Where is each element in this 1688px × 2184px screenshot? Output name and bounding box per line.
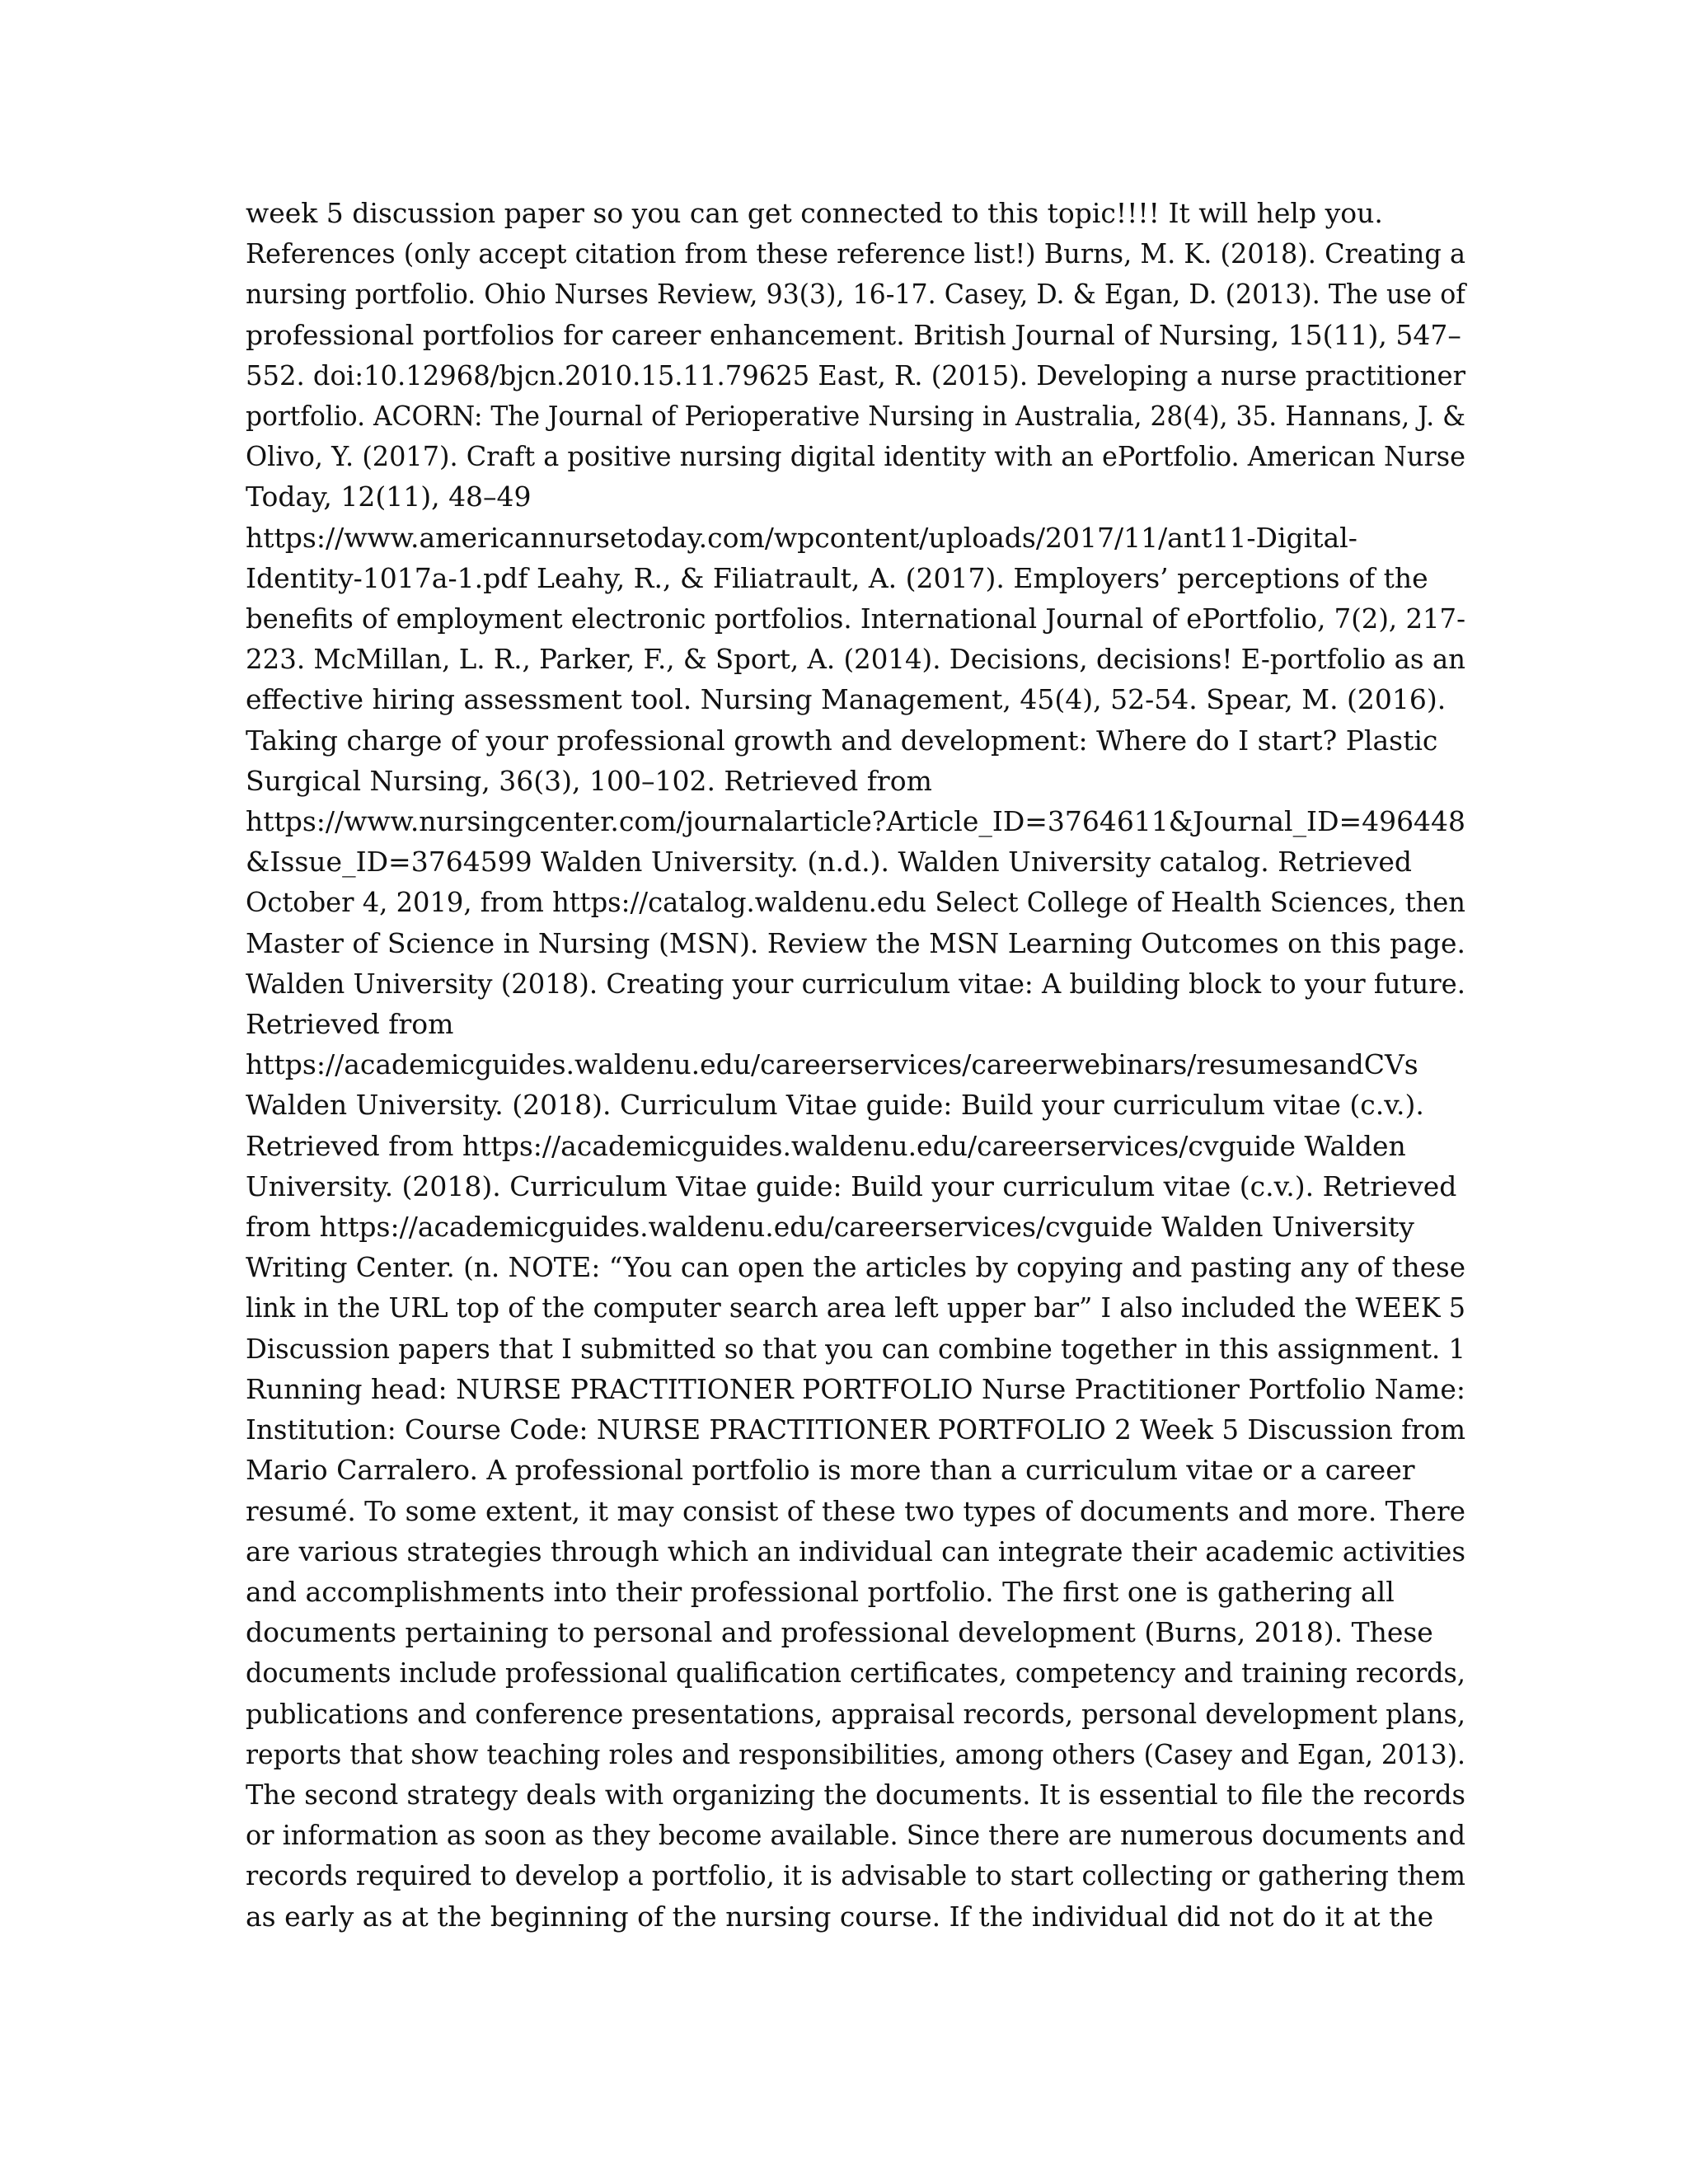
text-line: Identity-1017a-1.pdf Leahy, R., & Filiatrault, A. (2017). Employers’ perceptions of the bbox=[246, 561, 1428, 594]
text-line: Retrieved from bbox=[246, 1008, 454, 1041]
text-line: &Issue_ID=3764599 Walden University. (n.d.). Walden University catalog. Retrieved bbox=[246, 846, 1413, 879]
text-line: Running head: NURSE PRACTITIONER PORTFOLIO Nurse Practitioner Portfolio Name: bbox=[246, 1372, 1465, 1405]
text-line: and accomplishments into their professional portfolio. The first one is gathering all bbox=[246, 1575, 1395, 1608]
text-line: from https://academicguides.waldenu.edu/careerservices/cvguide Walden University bbox=[246, 1211, 1414, 1244]
text-line: effective hiring assessment tool. Nursing Management, 45(4), 52-54. Spear, M. (2016). bbox=[246, 683, 1447, 716]
text-line: October 4, 2019, from https://catalog.waldenu.edu Select College of Health Sciences, then bbox=[246, 886, 1465, 919]
text-line: week 5 discussion paper so you can get connected to this topic!!!! It will help you. bbox=[246, 197, 1383, 229]
text-line: professional portfolios for career enhancement. British Journal of Nursing, 15(11), 547– bbox=[246, 318, 1461, 351]
text-line: Mario Carralero. A professional portfolio is more than a curriculum vitae or a career bbox=[246, 1454, 1415, 1487]
body-text bbox=[246, 193, 1465, 1937]
text-line: resumé. To some extent, it may consist of these two types of documents and more. There bbox=[246, 1494, 1465, 1527]
text-line: https://academicguides.waldenu.edu/careerservices/careerwebinars/resumesandCVs bbox=[246, 1048, 1418, 1081]
text-line: https://www.nursingcenter.com/journalarticle?Article_ID=3764611&Journal_ID=496448 bbox=[246, 805, 1465, 838]
text-line: reports that show teaching roles and responsibilities, among others (Casey and Egan, 2013). bbox=[246, 1737, 1465, 1770]
text-line: 223. McMillan, L. R., Parker, F., & Sport, A. (2014). Decisions, decisions! E-portfolio as an bbox=[246, 643, 1465, 676]
text-line: nursing portfolio. Ohio Nurses Review, 93(3), 16-17. Casey, D. & Egan, D. (2013). The use of bbox=[246, 278, 1465, 311]
text-line: https://www.americannursetoday.com/wpcontent/uploads/2017/11/ant11-Digital- bbox=[246, 521, 1357, 554]
text-line: as early as at the beginning of the nursing course. If the individual did not do it at the bbox=[246, 1900, 1434, 1933]
text-line: Surgical Nursing, 36(3), 100–102. Retrieved from bbox=[246, 764, 932, 797]
text-line: Institution: Course Code: NURSE PRACTITIONER PORTFOLIO 2 Week 5 Discussion from bbox=[246, 1413, 1465, 1446]
text-line: benefits of employment electronic portfolios. International Journal of ePortfolio, 7(2), 217- bbox=[246, 602, 1465, 635]
text-line: Walden University. (2018). Curriculum Vitae guide: Build your curriculum vitae (c.v.). bbox=[246, 1089, 1424, 1122]
text-line: The second strategy deals with organizing the documents. It is essential to file the records bbox=[246, 1778, 1465, 1811]
text-line: References (only accept citation from these reference list!) Burns, M. K. (2018). Creating a bbox=[246, 237, 1465, 270]
text-line: University. (2018). Curriculum Vitae guide: Build your curriculum vitae (c.v.). Retrieved bbox=[246, 1169, 1457, 1202]
text-line: Today, 12(11), 48–49 bbox=[246, 480, 532, 513]
text-line: Discussion papers that I submitted so that you can combine together in this assignment. 1 bbox=[246, 1332, 1465, 1365]
text-line: Writing Center. (n. NOTE: “You can open the articles by copying and pasting any of these bbox=[246, 1251, 1465, 1284]
text-line: link in the URL top of the computer search area left upper bar” I also included the WEEK 5 bbox=[246, 1291, 1465, 1324]
text-line: 552. doi:10.12968/bjcn.2010.15.11.79625 East, R. (2015). Developing a nurse practitioner bbox=[246, 359, 1465, 391]
text-line: records required to develop a portfolio, it is advisable to start collecting or gathering them bbox=[246, 1859, 1465, 1892]
text-line: documents include professional qualification certificates, competency and training records, bbox=[246, 1657, 1465, 1690]
text-line: are various strategies through which an individual can integrate their academic activities bbox=[246, 1535, 1465, 1568]
text-line: Retrieved from https://academicguides.waldenu.edu/careerservices/cvguide Walden bbox=[246, 1129, 1406, 1162]
text-line: or information as soon as they become available. Since there are numerous documents and bbox=[246, 1819, 1465, 1852]
text-line: Taking charge of your professional growth and development: Where do I start? Plastic bbox=[246, 724, 1438, 757]
text-line: portfolio. ACORN: The Journal of Perioperative Nursing in Australia, 28(4), 35. Hannans, J. & bbox=[246, 400, 1465, 433]
text-line: Olivo, Y. (2017). Craft a positive nursing digital identity with an ePortfolio. American Nurse bbox=[246, 440, 1465, 473]
text-line: documents pertaining to personal and professional development (Burns, 2018). These bbox=[246, 1616, 1433, 1649]
text-line: publications and conference presentations, appraisal records, personal development plans, bbox=[246, 1697, 1465, 1730]
text-line: Walden University (2018). Creating your curriculum vitae: A building block to your future. bbox=[246, 967, 1465, 1000]
text-line: Master of Science in Nursing (MSN). Review the MSN Learning Outcomes on this page. bbox=[246, 926, 1465, 959]
